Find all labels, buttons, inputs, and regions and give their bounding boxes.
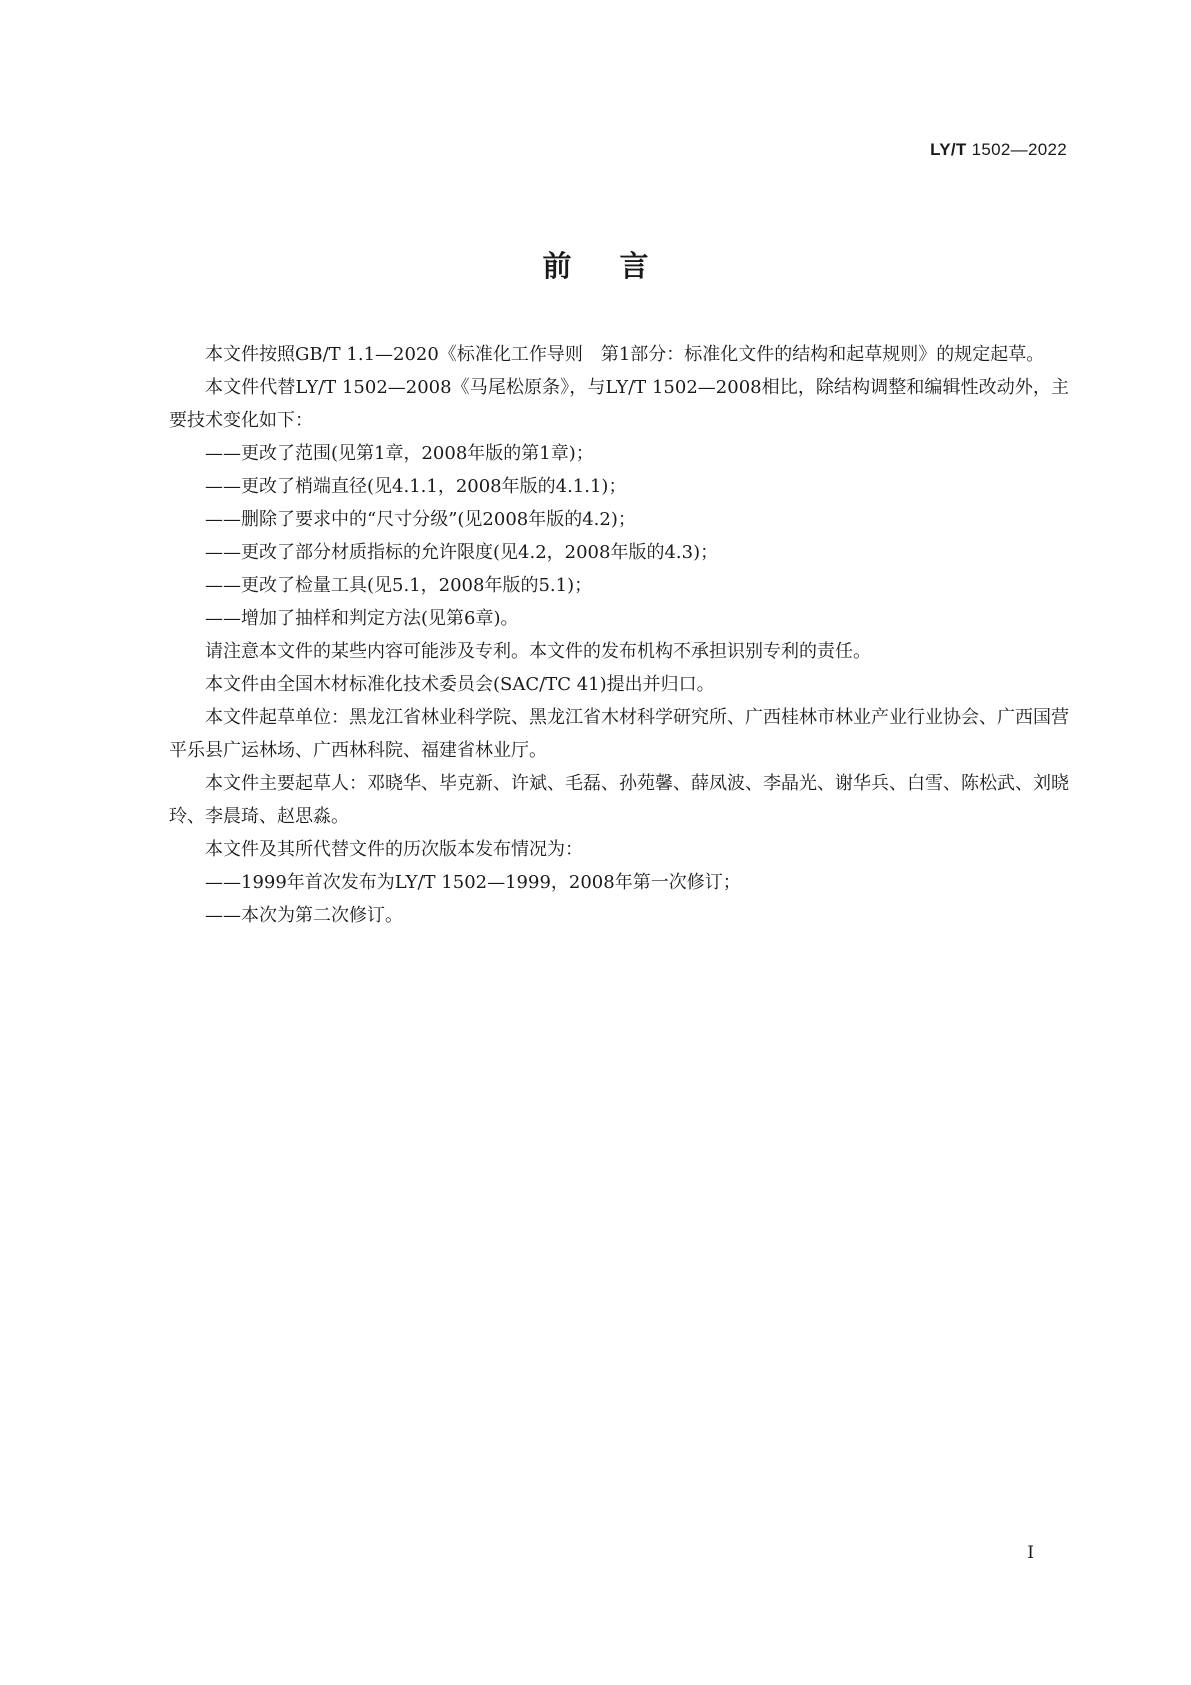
paragraph-history-intro: 本文件及其所代替文件的历次版本发布情况为：	[205, 839, 583, 860]
document-code	[930, 140, 1067, 160]
list-item-change: ——更改了范围(见第1章，2008年版的第1章)；	[205, 443, 594, 464]
paragraph-drafting-rules: 本文件按照GB/T 1.1—2020《标准化工作导则 第1部分：标准化文件的结构和起草规则》的规定起草。	[205, 344, 1045, 365]
paragraph-patent-notice: 请注意本文件的某些内容可能涉及专利。本文件的发布机构不承担识别专利的责任。	[205, 641, 871, 662]
list-item-history: ——本次为第二次修订。	[205, 905, 403, 926]
paragraph-drafting-units: 本文件起草单位：黑龙江省林业科学院、黑龙江省木材科学研究所、广西桂林市林业产业行业协会、广西国营平乐县广运林场、广西林科院、福建省林业厅。	[169, 707, 1069, 761]
document-code-prefix: LY/T	[930, 140, 967, 159]
list-item-change: ——更改了部分材质指标的允许限度(见4.2，2008年版的4.3)；	[205, 542, 719, 563]
list-item-change: ——增加了抽样和判定方法(见第6章)。	[205, 608, 519, 629]
list-item-change: ——删除了要求中的“尺寸分级”(见2008年版的4.2)；	[205, 509, 636, 530]
list-item-change: ——更改了梢端直径(见4.1.1，2008年版的4.1.1)；	[205, 476, 627, 497]
list-item-change: ——更改了检量工具(见5.1，2008年版的5.1)；	[205, 575, 593, 596]
paragraph-proposer: 本文件由全国木材标准化技术委员会(SAC/TC 41)提出并归口。	[205, 674, 715, 695]
document-code-number: 1502—2022	[971, 140, 1067, 159]
preface-body	[169, 338, 1069, 932]
page-title: 前言	[542, 249, 697, 283]
list-item-history: ——1999年首次发布为LY/T 1502—1999，2008年第一次修订；	[205, 872, 741, 893]
paragraph-replacement: 本文件代替LY/T 1502—2008《马尾松原条》，与LY/T 1502—2008相比，除结构调整和编辑性改动外，主要技术变化如下：	[169, 377, 1069, 431]
page-number: I	[1027, 1543, 1034, 1563]
paragraph-drafters: 本文件主要起草人：邓晓华、毕克新、许斌、毛磊、孙苑馨、薛凤波、李晶光、谢华兵、白雪、陈松武、刘晓玲、李晨琦、赵思淼。	[169, 773, 1069, 827]
